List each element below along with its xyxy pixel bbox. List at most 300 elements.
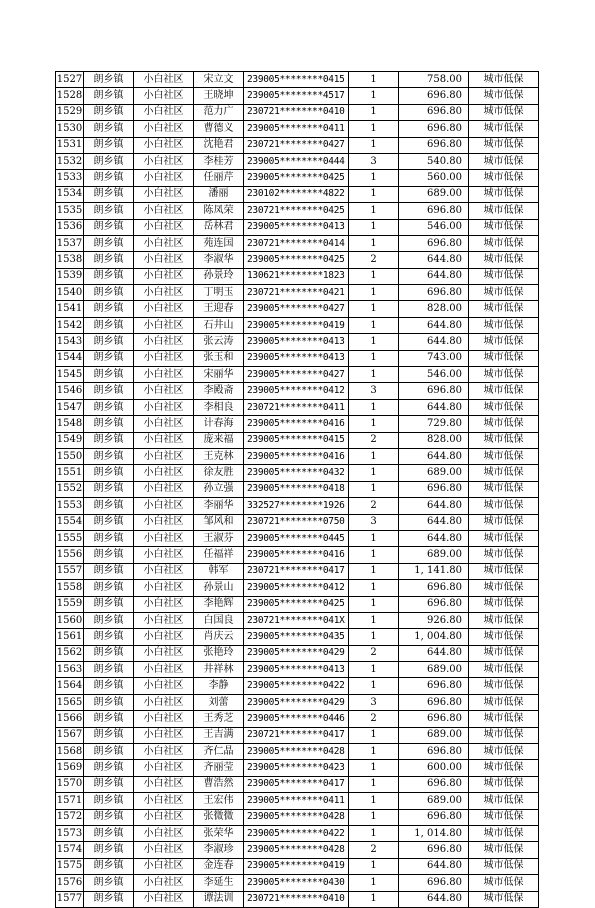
community-cell: 小白社区 <box>134 547 194 563</box>
amount-cell: 696.80 <box>399 481 469 497</box>
town-cell: 朗乡镇 <box>84 465 134 481</box>
id-number-cell: 230721********0417 <box>244 727 349 743</box>
name-cell: 王秀芝 <box>194 711 244 727</box>
name-cell: 宋丽华 <box>194 367 244 383</box>
amount-cell: 696.80 <box>399 711 469 727</box>
row-number-cell: 1576 <box>56 875 84 891</box>
row-number-cell: 1528 <box>56 88 84 104</box>
household-count-cell: 1 <box>349 875 399 891</box>
amount-cell: 729.80 <box>399 416 469 432</box>
table-row <box>56 825 539 841</box>
name-cell: 孙景玲 <box>194 268 244 284</box>
community-cell: 小白社区 <box>134 186 194 202</box>
community-cell: 小白社区 <box>134 662 194 678</box>
amount-cell: 828.00 <box>399 301 469 317</box>
category-cell: 城市低保 <box>469 72 539 88</box>
amount-cell: 546.00 <box>399 219 469 235</box>
household-count-cell: 1 <box>349 793 399 809</box>
name-cell: 李淑珍 <box>194 842 244 858</box>
category-cell: 城市低保 <box>469 334 539 350</box>
id-number-cell: 239005********0427 <box>244 301 349 317</box>
category-cell: 城市低保 <box>469 514 539 530</box>
name-cell: 任丽芹 <box>194 170 244 186</box>
community-cell: 小白社区 <box>134 760 194 776</box>
id-number-cell: 230721********0421 <box>244 285 349 301</box>
row-number-cell: 1549 <box>56 432 84 448</box>
name-cell: 肖庆云 <box>194 629 244 645</box>
household-count-cell: 1 <box>349 334 399 350</box>
amount-cell: 696.80 <box>399 694 469 710</box>
household-count-cell: 2 <box>349 252 399 268</box>
category-cell: 城市低保 <box>469 383 539 399</box>
amount-cell: 644.80 <box>399 645 469 661</box>
id-number-cell: 239005********0423 <box>244 760 349 776</box>
id-number-cell: 230721********0417 <box>244 563 349 579</box>
household-count-cell: 1 <box>349 776 399 792</box>
category-cell: 城市低保 <box>469 842 539 858</box>
category-cell: 城市低保 <box>469 563 539 579</box>
row-number-cell: 1539 <box>56 268 84 284</box>
table-row <box>56 203 539 219</box>
category-cell: 城市低保 <box>469 612 539 628</box>
community-cell: 小白社区 <box>134 809 194 825</box>
row-number-cell: 1575 <box>56 858 84 874</box>
id-number-cell: 239005********0422 <box>244 825 349 841</box>
amount-cell: 696.80 <box>399 776 469 792</box>
name-cell: 陈凤荣 <box>194 203 244 219</box>
id-number-cell: 239005********0435 <box>244 629 349 645</box>
town-cell: 朗乡镇 <box>84 432 134 448</box>
category-cell: 城市低保 <box>469 235 539 251</box>
household-count-cell: 1 <box>349 268 399 284</box>
community-cell: 小白社区 <box>134 858 194 874</box>
category-cell: 城市低保 <box>469 186 539 202</box>
id-number-cell: 239005********0416 <box>244 416 349 432</box>
category-cell: 城市低保 <box>469 629 539 645</box>
town-cell: 朗乡镇 <box>84 137 134 153</box>
community-cell: 小白社区 <box>134 121 194 137</box>
id-number-cell: 230721********0410 <box>244 891 349 907</box>
community-cell: 小白社区 <box>134 465 194 481</box>
amount-cell: 689.00 <box>399 547 469 563</box>
town-cell: 朗乡镇 <box>84 399 134 415</box>
community-cell: 小白社区 <box>134 727 194 743</box>
id-number-cell: 239005********0444 <box>244 153 349 169</box>
table-body <box>56 72 539 908</box>
amount-cell: 540.80 <box>399 153 469 169</box>
amount-cell: 696.80 <box>399 678 469 694</box>
table-row <box>56 645 539 661</box>
household-count-cell: 1 <box>349 285 399 301</box>
amount-cell: 696.80 <box>399 809 469 825</box>
row-number-cell: 1537 <box>56 235 84 251</box>
id-number-cell: 239005********0422 <box>244 678 349 694</box>
community-cell: 小白社区 <box>134 711 194 727</box>
name-cell: 刘蕾 <box>194 694 244 710</box>
name-cell: 王淑芬 <box>194 530 244 546</box>
household-count-cell: 1 <box>349 203 399 219</box>
community-cell: 小白社区 <box>134 596 194 612</box>
amount-cell: 689.00 <box>399 727 469 743</box>
name-cell: 丁明玉 <box>194 285 244 301</box>
household-count-cell: 1 <box>349 563 399 579</box>
town-cell: 朗乡镇 <box>84 481 134 497</box>
amount-cell: 644.80 <box>399 530 469 546</box>
town-cell: 朗乡镇 <box>84 285 134 301</box>
id-number-cell: 130621********1823 <box>244 268 349 284</box>
category-cell: 城市低保 <box>469 268 539 284</box>
town-cell: 朗乡镇 <box>84 317 134 333</box>
town-cell: 朗乡镇 <box>84 793 134 809</box>
household-count-cell: 1 <box>349 809 399 825</box>
town-cell: 朗乡镇 <box>84 448 134 464</box>
table-row <box>56 301 539 317</box>
id-number-cell: 239005********0419 <box>244 317 349 333</box>
household-count-cell: 2 <box>349 711 399 727</box>
household-count-cell: 1 <box>349 350 399 366</box>
amount-cell: 644.80 <box>399 514 469 530</box>
table-row <box>56 448 539 464</box>
name-cell: 岳林君 <box>194 219 244 235</box>
id-number-cell: 239005********0415 <box>244 72 349 88</box>
name-cell: 孙立强 <box>194 481 244 497</box>
household-count-cell: 3 <box>349 694 399 710</box>
name-cell: 王晓坤 <box>194 88 244 104</box>
row-number-cell: 1552 <box>56 481 84 497</box>
table-row <box>56 629 539 645</box>
id-number-cell: 239005********0416 <box>244 547 349 563</box>
category-cell: 城市低保 <box>469 776 539 792</box>
table-row <box>56 465 539 481</box>
id-number-cell: 239005********0446 <box>244 711 349 727</box>
row-number-cell: 1529 <box>56 104 84 120</box>
row-number-cell: 1559 <box>56 596 84 612</box>
table-row <box>56 694 539 710</box>
category-cell: 城市低保 <box>469 399 539 415</box>
category-cell: 城市低保 <box>469 875 539 891</box>
name-cell: 张微微 <box>194 809 244 825</box>
community-cell: 小白社区 <box>134 235 194 251</box>
id-number-cell: 239005********0425 <box>244 252 349 268</box>
amount-cell: 644.80 <box>399 891 469 907</box>
amount-cell: 696.80 <box>399 744 469 760</box>
category-cell: 城市低保 <box>469 301 539 317</box>
row-number-cell: 1530 <box>56 121 84 137</box>
town-cell: 朗乡镇 <box>84 563 134 579</box>
category-cell: 城市低保 <box>469 711 539 727</box>
id-number-cell: 239005********0413 <box>244 334 349 350</box>
row-number-cell: 1573 <box>56 825 84 841</box>
category-cell: 城市低保 <box>469 744 539 760</box>
table-row <box>56 744 539 760</box>
name-cell: 潘丽 <box>194 186 244 202</box>
name-cell: 金连春 <box>194 858 244 874</box>
town-cell: 朗乡镇 <box>84 629 134 645</box>
name-cell: 王迎春 <box>194 301 244 317</box>
id-number-cell: 239005********0429 <box>244 694 349 710</box>
amount-cell: 546.00 <box>399 367 469 383</box>
household-count-cell: 1 <box>349 612 399 628</box>
row-number-cell: 1561 <box>56 629 84 645</box>
household-count-cell: 1 <box>349 137 399 153</box>
name-cell: 李丽华 <box>194 498 244 514</box>
category-cell: 城市低保 <box>469 137 539 153</box>
amount-cell: 696.80 <box>399 235 469 251</box>
town-cell: 朗乡镇 <box>84 416 134 432</box>
id-number-cell: 239005********0415 <box>244 432 349 448</box>
row-number-cell: 1547 <box>56 399 84 415</box>
name-cell: 张艳玲 <box>194 645 244 661</box>
row-number-cell: 1570 <box>56 776 84 792</box>
table-row <box>56 399 539 415</box>
amount-cell: 696.80 <box>399 285 469 301</box>
community-cell: 小白社区 <box>134 268 194 284</box>
table-row <box>56 72 539 88</box>
table-row <box>56 662 539 678</box>
name-cell: 谭法训 <box>194 891 244 907</box>
table-row <box>56 219 539 235</box>
amount-cell: 696.80 <box>399 875 469 891</box>
row-number-cell: 1569 <box>56 760 84 776</box>
community-cell: 小白社区 <box>134 481 194 497</box>
row-number-cell: 1577 <box>56 891 84 907</box>
row-number-cell: 1563 <box>56 662 84 678</box>
community-cell: 小白社区 <box>134 72 194 88</box>
name-cell: 孙景山 <box>194 580 244 596</box>
category-cell: 城市低保 <box>469 88 539 104</box>
household-count-cell: 1 <box>349 88 399 104</box>
id-number-cell: 230721********041X <box>244 612 349 628</box>
name-cell: 范力广 <box>194 104 244 120</box>
table-row <box>56 268 539 284</box>
town-cell: 朗乡镇 <box>84 350 134 366</box>
category-cell: 城市低保 <box>469 121 539 137</box>
amount-cell: 644.80 <box>399 858 469 874</box>
community-cell: 小白社区 <box>134 629 194 645</box>
table-row <box>56 104 539 120</box>
row-number-cell: 1541 <box>56 301 84 317</box>
row-number-cell: 1546 <box>56 383 84 399</box>
household-count-cell: 1 <box>349 465 399 481</box>
household-count-cell: 2 <box>349 645 399 661</box>
town-cell: 朗乡镇 <box>84 153 134 169</box>
household-count-cell: 3 <box>349 514 399 530</box>
id-number-cell: 239005********0411 <box>244 121 349 137</box>
household-count-cell: 1 <box>349 547 399 563</box>
row-number-cell: 1527 <box>56 72 84 88</box>
town-cell: 朗乡镇 <box>84 694 134 710</box>
id-number-cell: 239005********0427 <box>244 367 349 383</box>
amount-cell: 644.80 <box>399 252 469 268</box>
amount-cell: 696.80 <box>399 137 469 153</box>
id-number-cell: 239005********0413 <box>244 219 349 235</box>
table-row <box>56 334 539 350</box>
row-number-cell: 1568 <box>56 744 84 760</box>
category-cell: 城市低保 <box>469 645 539 661</box>
community-cell: 小白社区 <box>134 448 194 464</box>
household-count-cell: 3 <box>349 153 399 169</box>
amount-cell: 1, 141.80 <box>399 563 469 579</box>
row-number-cell: 1554 <box>56 514 84 530</box>
town-cell: 朗乡镇 <box>84 727 134 743</box>
id-number-cell: 239005********0429 <box>244 645 349 661</box>
household-count-cell: 1 <box>349 416 399 432</box>
community-cell: 小白社区 <box>134 88 194 104</box>
row-number-cell: 1560 <box>56 612 84 628</box>
amount-cell: 644.80 <box>399 498 469 514</box>
table-row <box>56 186 539 202</box>
community-cell: 小白社区 <box>134 416 194 432</box>
category-cell: 城市低保 <box>469 760 539 776</box>
id-number-cell: 239005********0413 <box>244 662 349 678</box>
table-row <box>56 285 539 301</box>
household-count-cell: 3 <box>349 383 399 399</box>
community-cell: 小白社区 <box>134 776 194 792</box>
town-cell: 朗乡镇 <box>84 498 134 514</box>
name-cell: 齐丽莹 <box>194 760 244 776</box>
row-number-cell: 1543 <box>56 334 84 350</box>
household-count-cell: 1 <box>349 317 399 333</box>
town-cell: 朗乡镇 <box>84 825 134 841</box>
table-row <box>56 612 539 628</box>
community-cell: 小白社区 <box>134 153 194 169</box>
row-number-cell: 1536 <box>56 219 84 235</box>
household-count-cell: 1 <box>349 678 399 694</box>
row-number-cell: 1535 <box>56 203 84 219</box>
amount-cell: 696.80 <box>399 842 469 858</box>
amount-cell: 696.80 <box>399 203 469 219</box>
id-number-cell: 239005********0430 <box>244 875 349 891</box>
table-row <box>56 580 539 596</box>
table-row <box>56 809 539 825</box>
table-row <box>56 416 539 432</box>
town-cell: 朗乡镇 <box>84 744 134 760</box>
category-cell: 城市低保 <box>469 727 539 743</box>
town-cell: 朗乡镇 <box>84 891 134 907</box>
town-cell: 朗乡镇 <box>84 776 134 792</box>
town-cell: 朗乡镇 <box>84 858 134 874</box>
household-count-cell: 2 <box>349 432 399 448</box>
amount-cell: 758.00 <box>399 72 469 88</box>
amount-cell: 696.80 <box>399 580 469 596</box>
table-row <box>56 235 539 251</box>
name-cell: 齐仁晶 <box>194 744 244 760</box>
town-cell: 朗乡镇 <box>84 547 134 563</box>
community-cell: 小白社区 <box>134 563 194 579</box>
amount-cell: 600.00 <box>399 760 469 776</box>
category-cell: 城市低保 <box>469 219 539 235</box>
id-number-cell: 239005********0419 <box>244 858 349 874</box>
town-cell: 朗乡镇 <box>84 530 134 546</box>
row-number-cell: 1571 <box>56 793 84 809</box>
category-cell: 城市低保 <box>469 285 539 301</box>
community-cell: 小白社区 <box>134 104 194 120</box>
household-count-cell: 1 <box>349 186 399 202</box>
id-number-cell: 239005********0425 <box>244 170 349 186</box>
row-number-cell: 1562 <box>56 645 84 661</box>
id-number-cell: 230102********4822 <box>244 186 349 202</box>
town-cell: 朗乡镇 <box>84 104 134 120</box>
community-cell: 小白社区 <box>134 842 194 858</box>
row-number-cell: 1544 <box>56 350 84 366</box>
town-cell: 朗乡镇 <box>84 88 134 104</box>
category-cell: 城市低保 <box>469 153 539 169</box>
name-cell: 计春海 <box>194 416 244 432</box>
id-number-cell: 239005********0412 <box>244 383 349 399</box>
category-cell: 城市低保 <box>469 367 539 383</box>
row-number-cell: 1556 <box>56 547 84 563</box>
id-number-cell: 230721********0410 <box>244 104 349 120</box>
community-cell: 小白社区 <box>134 694 194 710</box>
name-cell: 徐友胜 <box>194 465 244 481</box>
name-cell: 张云涛 <box>194 334 244 350</box>
town-cell: 朗乡镇 <box>84 645 134 661</box>
amount-cell: 644.80 <box>399 268 469 284</box>
town-cell: 朗乡镇 <box>84 760 134 776</box>
id-number-cell: 239005********0413 <box>244 350 349 366</box>
category-cell: 城市低保 <box>469 170 539 186</box>
table-row <box>56 858 539 874</box>
household-count-cell: 1 <box>349 727 399 743</box>
name-cell: 井祥林 <box>194 662 244 678</box>
row-number-cell: 1534 <box>56 186 84 202</box>
category-cell: 城市低保 <box>469 809 539 825</box>
household-count-cell: 1 <box>349 580 399 596</box>
amount-cell: 696.80 <box>399 88 469 104</box>
table-row <box>56 350 539 366</box>
id-number-cell: 239005********0445 <box>244 530 349 546</box>
household-count-cell: 1 <box>349 891 399 907</box>
category-cell: 城市低保 <box>469 793 539 809</box>
category-cell: 城市低保 <box>469 678 539 694</box>
household-count-cell: 2 <box>349 498 399 514</box>
amount-cell: 828.00 <box>399 432 469 448</box>
amount-cell: 1, 014.80 <box>399 825 469 841</box>
amount-cell: 696.80 <box>399 383 469 399</box>
name-cell: 李殿斋 <box>194 383 244 399</box>
row-number-cell: 1553 <box>56 498 84 514</box>
table-row <box>56 678 539 694</box>
community-cell: 小白社区 <box>134 612 194 628</box>
household-count-cell: 1 <box>349 825 399 841</box>
row-number-cell: 1565 <box>56 694 84 710</box>
table-row <box>56 432 539 448</box>
id-number-cell: 230721********0411 <box>244 399 349 415</box>
category-cell: 城市低保 <box>469 547 539 563</box>
id-number-cell: 239005********0417 <box>244 776 349 792</box>
amount-cell: 696.80 <box>399 121 469 137</box>
id-number-cell: 239005********0428 <box>244 809 349 825</box>
town-cell: 朗乡镇 <box>84 268 134 284</box>
community-cell: 小白社区 <box>134 514 194 530</box>
row-number-cell: 1551 <box>56 465 84 481</box>
amount-cell: 644.80 <box>399 334 469 350</box>
category-cell: 城市低保 <box>469 465 539 481</box>
community-cell: 小白社区 <box>134 383 194 399</box>
id-number-cell: 230721********0414 <box>244 235 349 251</box>
household-count-cell: 1 <box>349 760 399 776</box>
household-count-cell: 1 <box>349 170 399 186</box>
household-count-cell: 1 <box>349 858 399 874</box>
amount-cell: 743.00 <box>399 350 469 366</box>
row-number-cell: 1531 <box>56 137 84 153</box>
town-cell: 朗乡镇 <box>84 219 134 235</box>
row-number-cell: 1550 <box>56 448 84 464</box>
household-count-cell: 1 <box>349 301 399 317</box>
id-number-cell: 230721********0427 <box>244 137 349 153</box>
id-number-cell: 239005********0411 <box>244 793 349 809</box>
category-cell: 城市低保 <box>469 498 539 514</box>
